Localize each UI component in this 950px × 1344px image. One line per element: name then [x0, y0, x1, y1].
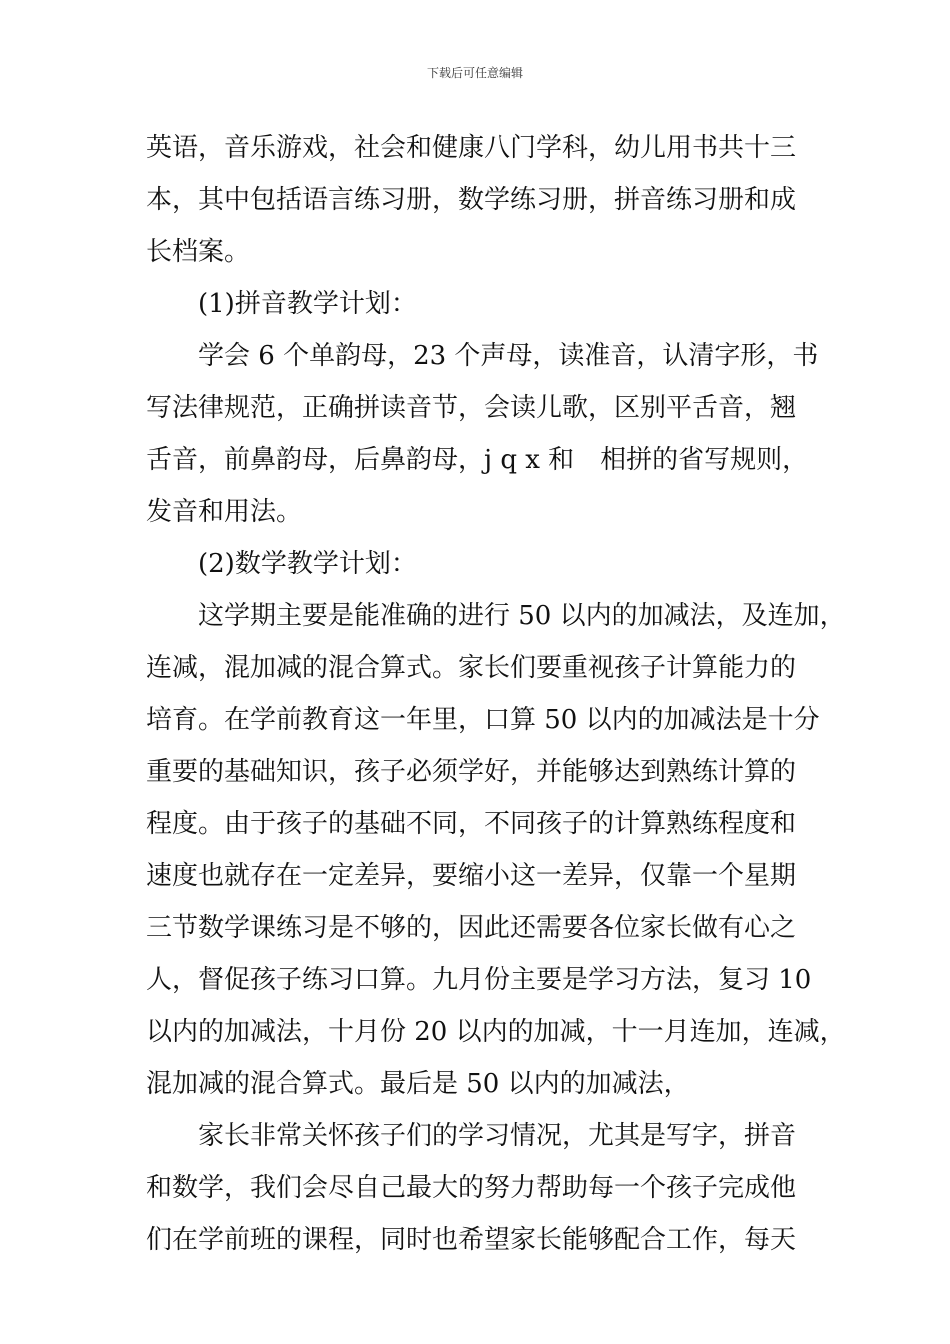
page-header: 下载后可任意编辑 — [426, 66, 523, 80]
text-line: 和数学，我们会尽自己最大的努力帮助每一个孩子完成他 — [146, 1173, 797, 1203]
text-line: 混加减的混合算式。最后是 50 以内的加减法， — [146, 1069, 690, 1099]
text-line: 连减，混加减的混合算式。家长们要重视孩子计算能力的 — [146, 653, 797, 683]
text-line: 人，督促孩子练习口算。九月份主要是学习方法，复习 10 — [146, 965, 812, 995]
text-line: 学会 6 个单韵母，23 个声母，读准音，认清字形，书 — [198, 341, 819, 371]
text-line: 培育。在学前教育这一年里，口算 50 以内的加减法是十分 — [146, 705, 820, 735]
text-line: 速度也就存在一定差异，要缩小这一差异，仅靠一个星期 — [146, 861, 797, 891]
text-line: 重要的基础知识，孩子必须学好，并能够达到熟练计算的 — [146, 757, 797, 787]
text-line: 舌音，前鼻韵母，后鼻韵母，j q x 和 相拼的省写规则， — [146, 445, 809, 475]
text-line: 写法律规范，正确拼读音节，会读儿歌，区别平舌音，翘 — [146, 393, 797, 423]
text-line: 长档案。 — [146, 237, 251, 267]
text-line: 英语，音乐游戏，社会和健康八门学科，幼儿用书共十三 — [146, 133, 797, 163]
text-line: 这学期主要是能准确的进行 50 以内的加减法，及连加， — [198, 601, 846, 631]
text-line: 发音和用法。 — [146, 497, 303, 527]
document-body — [146, 122, 846, 1266]
text-line: 本，其中包括语言练习册，数学练习册，拼音练习册和成 — [146, 185, 797, 215]
text-line: 以内的加减法，十月份 20 以内的加减，十一月连加，连减， — [146, 1017, 846, 1047]
section-heading-math: (2)数学教学计划： — [198, 549, 417, 579]
text-line: 三节数学课练习是不够的，因此还需要各位家长做有心之 — [146, 913, 797, 943]
text-line: 们在学前班的课程，同时也希望家长能够配合工作，每天 — [146, 1225, 797, 1255]
section-heading-pinyin: (1)拼音教学计划： — [198, 289, 417, 319]
text-line: 程度。由于孩子的基础不同，不同孩子的计算熟练程度和 — [146, 809, 797, 839]
text-line: 家长非常关怀孩子们的学习情况，尤其是写字，拼音 — [198, 1121, 797, 1151]
